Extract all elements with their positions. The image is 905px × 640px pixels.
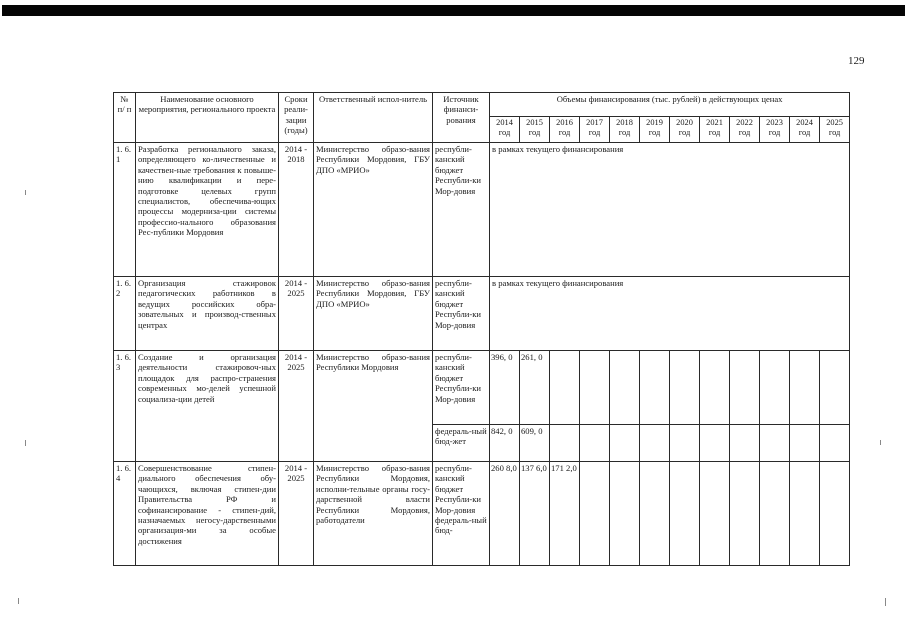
value-cell — [790, 351, 820, 425]
header-row — [114, 93, 850, 117]
row-period: 2014 - 2025 — [279, 351, 314, 462]
scan-mark — [18, 598, 19, 604]
value-cell — [670, 351, 700, 425]
value-cell — [820, 425, 850, 462]
header-year: 2019 год — [640, 117, 670, 143]
value-cell — [670, 425, 700, 462]
value-cell — [610, 462, 640, 566]
row-source: республи-канский бюджет Республи-ки Мор-довия — [433, 277, 490, 351]
header-year: 2017 год — [580, 117, 610, 143]
value-cell — [790, 462, 820, 566]
header-year: 2025 год — [820, 117, 850, 143]
header-year: 2014 год — [490, 117, 520, 143]
value-cell — [550, 351, 580, 425]
value-cell: 137 6,0 — [520, 462, 550, 566]
row-period: 2014 - 2025 — [279, 277, 314, 351]
value-cell — [820, 351, 850, 425]
header-num: № п/ п — [114, 93, 136, 143]
row-num: 1. 6. 4 — [114, 462, 136, 566]
value-cell: 609, 0 — [520, 425, 550, 462]
row-source: республи-канский бюджет Республи-ки Мор-довия — [433, 351, 490, 425]
row-responsible: Министерство образо-вания Республики Мордовия, исполни-тельные органы госу-дарственной власти Республики Мордовия, работодатели — [314, 462, 433, 566]
row-source: республи-канский бюджет Республи-ки Мор-довия — [433, 143, 490, 277]
funding-table — [113, 92, 850, 566]
header-period: Сроки реали-зации (годы) — [279, 93, 314, 143]
table-row — [114, 462, 850, 566]
row-name: Организация стажировок педагогических работников в ведущих российских обра-зовательных и производ-ственных центрах — [136, 277, 279, 351]
value-cell — [760, 425, 790, 462]
row-name: Создание и организация деятельности стажировоч-ных площадок для распро-странения современных мо-делей успешной социализа-ции детей — [136, 351, 279, 462]
value-cell — [640, 351, 670, 425]
value-cell — [700, 462, 730, 566]
row-funding-note: в рамках текущего финансирования — [490, 277, 850, 351]
row-source: республи-канский бюджет Республи-ки Мор-довия федераль-ный бюд- — [433, 462, 490, 566]
row-responsible: Министерство образо-вания Республики Мордовия — [314, 351, 433, 462]
value-cell — [730, 351, 760, 425]
scan-mark — [880, 440, 881, 445]
header-year: 2018 год — [610, 117, 640, 143]
value-cell — [700, 425, 730, 462]
row-num: 1. 6. 2 — [114, 277, 136, 351]
scan-top-bar — [2, 5, 905, 16]
row-period: 2014 - 2018 — [279, 143, 314, 277]
value-cell — [580, 462, 610, 566]
value-cell — [610, 351, 640, 425]
header-year: 2015 год — [520, 117, 550, 143]
scan-mark — [885, 598, 886, 606]
value-cell: 261, 0 — [520, 351, 550, 425]
table-row — [114, 143, 850, 277]
value-cell — [580, 351, 610, 425]
value-cell — [640, 462, 670, 566]
row-funding-note: в рамках текущего финансирования — [490, 143, 850, 277]
header-responsible: Ответственный испол-нитель — [314, 93, 433, 143]
header-year: 2023 год — [760, 117, 790, 143]
value-cell — [820, 462, 850, 566]
value-cell — [760, 351, 790, 425]
table-row — [114, 351, 850, 425]
row-name: Разработка регионального заказа, определяющего ко-личественные и качествен-ные требования к повыше-нию квалификации и пере-подготовке целевых групп специалистов, обеспечива-ющих процессы модерниза-ции системы профессио-нального образования Рес-публики Мордовия — [136, 143, 279, 277]
value-cell — [580, 425, 610, 462]
header-year: 2016 год — [550, 117, 580, 143]
page-number: 129 — [848, 55, 865, 67]
scan-mark — [25, 190, 26, 195]
value-cell — [760, 462, 790, 566]
header-year: 2020 год — [670, 117, 700, 143]
table-row — [114, 277, 850, 351]
value-cell — [550, 425, 580, 462]
row-source: федераль-ный бюд-жет — [433, 425, 490, 462]
header-name: Наименование основного мероприятия, регионального проекта — [136, 93, 279, 143]
row-num: 1. 6. 1 — [114, 143, 136, 277]
value-cell: 260 8,0 — [490, 462, 520, 566]
value-cell — [610, 425, 640, 462]
row-num: 1. 6. 3 — [114, 351, 136, 462]
value-cell — [730, 425, 760, 462]
scan-mark — [25, 440, 26, 446]
row-responsible: Министерство образо-вания Республики Мордовия, ГБУ ДПО «МРИО» — [314, 143, 433, 277]
row-responsible: Министерство образо-вания Республики Мордовия, ГБУ ДПО «МРИО» — [314, 277, 433, 351]
row-period: 2014 - 2025 — [279, 462, 314, 566]
value-cell: 396, 0 — [490, 351, 520, 425]
header-year: 2022 год — [730, 117, 760, 143]
value-cell — [790, 425, 820, 462]
value-cell: 842, 0 — [490, 425, 520, 462]
header-year: 2024 год — [790, 117, 820, 143]
value-cell — [640, 425, 670, 462]
header-source: Источник финанси-рования — [433, 93, 490, 143]
row-name: Совершенствование стипен-диального обеспечения обу-чающихся, включая стипен-дии Правительства РФ и софинансирование - стипен-дий, назначаемых негосу-дарственными организация-ми за особые достижения — [136, 462, 279, 566]
value-cell — [700, 351, 730, 425]
value-cell — [670, 462, 700, 566]
value-cell: 171 2,0 — [550, 462, 580, 566]
value-cell — [730, 462, 760, 566]
header-volumes: Объемы финансирования (тыс. рублей) в действующих ценах — [490, 93, 850, 117]
header-year: 2021 год — [700, 117, 730, 143]
